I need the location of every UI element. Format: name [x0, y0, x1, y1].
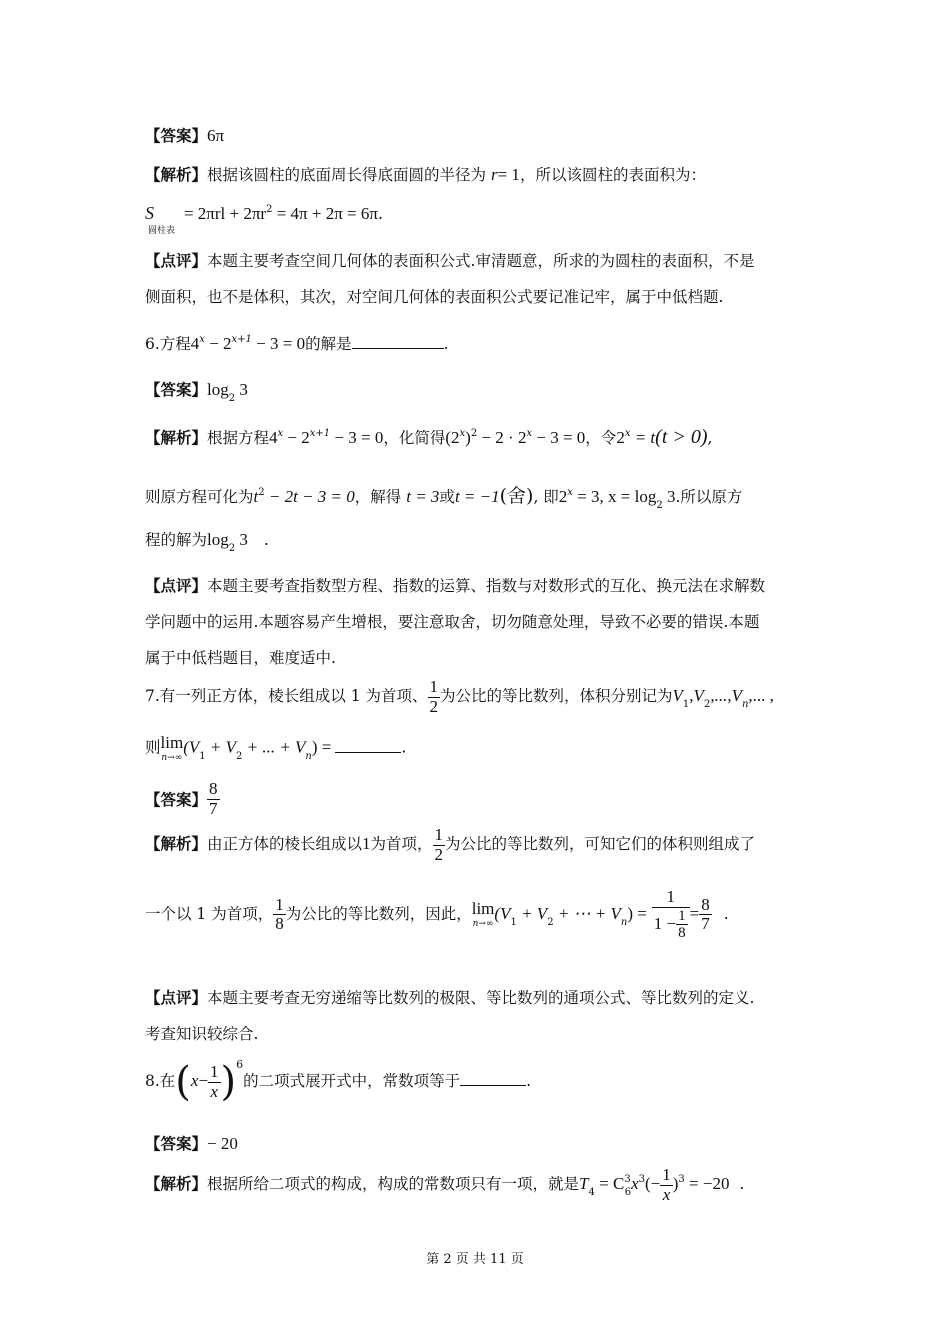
comment-text: 本题主要考查无穷递缩等比数列的极限、等比数列的通项公式、等比数列的定义.	[207, 989, 755, 1007]
math: = −20	[684, 1174, 730, 1194]
q6-comment-1	[145, 574, 810, 596]
frac-den: x	[210, 1081, 219, 1101]
math-sup: x	[526, 428, 533, 439]
math: 1	[362, 834, 371, 854]
math-sub: n	[741, 699, 749, 711]
formula-period: .	[377, 205, 383, 223]
math: = t	[630, 428, 656, 447]
comment-text: 侧面积，也不是体积，其次，对空间几何体的表面积公式要记准记牢，属于中低档题.	[145, 288, 724, 306]
math-sub: 2	[235, 750, 243, 762]
frac-den: 8	[275, 914, 284, 934]
analysis-text-2: ，所以该圆柱的表面积为：	[519, 166, 706, 184]
math-sub: 2	[547, 916, 554, 928]
frac-num: 1	[210, 1061, 219, 1081]
question-suffix: 的解是	[305, 335, 352, 353]
math: ,... ,	[748, 686, 774, 706]
paren-open: (	[175, 1059, 191, 1105]
text: 或	[439, 488, 455, 506]
period: .	[526, 1072, 532, 1090]
period: .	[739, 1175, 745, 1194]
math-sub: 2	[656, 500, 663, 511]
math-S-sub: 圆柱表	[148, 226, 176, 236]
text: 程的解为	[145, 531, 208, 549]
math: V	[672, 686, 683, 706]
math: + V	[516, 903, 548, 923]
math-sup: x	[277, 428, 284, 439]
math: = 3, x = log	[572, 487, 657, 506]
math-sup: x	[567, 487, 573, 498]
math-log: log	[207, 380, 229, 399]
frac-den: 7	[209, 798, 218, 818]
q6-analysis-3	[145, 528, 810, 554]
text: 的二项式展开式中，常数项等于	[243, 1072, 461, 1090]
text: (舍)	[499, 485, 534, 507]
analysis-label: 【解析】	[145, 428, 208, 447]
period: .	[401, 738, 407, 757]
math: t = 3	[406, 487, 440, 506]
math-sub: 1	[199, 750, 206, 762]
text: ，化简得	[383, 429, 446, 447]
paren-close: )	[220, 1059, 237, 1105]
frac-den	[652, 908, 690, 942]
q7-analysis-2	[145, 888, 810, 942]
text: 为首项，	[370, 835, 433, 854]
limit	[161, 734, 184, 763]
q6-analysis-2	[145, 481, 810, 511]
frac-den: x	[662, 1184, 671, 1204]
frac-num: 1	[429, 677, 439, 696]
math: (V	[494, 903, 511, 923]
text: .所以原方	[675, 488, 743, 506]
period: .	[443, 335, 449, 353]
comment-text: 本题主要考查空间几何体的表面积公式.审清题意，所求的为圆柱的表面积，不是	[207, 252, 755, 270]
page-footer: 第 2 页 共 11 页	[426, 1252, 524, 1267]
comment-text: 本题主要考查指数型方程、指数的运算、指数与对数形式的互化、换元法在求解数	[207, 577, 766, 595]
math: (−	[644, 1174, 661, 1194]
math-sub: 4	[588, 1187, 595, 1199]
math: + ⋯ + V	[553, 903, 621, 923]
math-sub: 1	[510, 916, 517, 928]
math: )	[672, 1174, 679, 1194]
text: 为公比的等比数列，可知它们的体积则组成了	[445, 835, 756, 854]
math: 3	[235, 530, 248, 549]
frac-num: 8	[209, 779, 218, 798]
math: t = −1	[454, 487, 500, 506]
q7-analysis-1	[145, 826, 810, 864]
math: (V	[183, 737, 200, 757]
text: 根据方程	[207, 429, 270, 447]
math: 1 −	[653, 913, 677, 933]
math-end: = 4π + 2π = 6π	[272, 204, 378, 223]
math: (2	[445, 428, 460, 447]
answer-value: − 20	[207, 1134, 238, 1153]
frac-den: 8	[678, 925, 686, 942]
text: 为公比的等比数列，体积分别记为	[440, 687, 673, 706]
frac-den: 2	[434, 844, 444, 864]
math-sup: 2	[266, 204, 273, 215]
math: −	[198, 1071, 209, 1090]
math-sup: 2	[470, 428, 478, 439]
frac-num: 1	[662, 1165, 671, 1184]
math: 3	[235, 380, 248, 399]
q8-question	[145, 1058, 810, 1105]
q7-question-2	[145, 734, 810, 763]
answer-label: 【答案】	[145, 790, 208, 810]
math-sup: 3	[678, 1174, 685, 1186]
q6-comment-3	[145, 646, 810, 668]
q5-comment-1	[145, 249, 810, 271]
frac-num: 1	[275, 894, 284, 914]
math: − 2 · 2	[477, 428, 527, 447]
lim-top: lim	[471, 899, 495, 919]
text: ，解得	[354, 488, 402, 506]
comment-label: 【点评】	[145, 576, 208, 595]
fraction	[273, 896, 286, 934]
math: − 3 = 0	[532, 428, 586, 447]
math-sup: 6	[236, 1058, 244, 1071]
question-prefix: 6.方程	[145, 335, 191, 353]
math: x	[631, 1174, 639, 1194]
math: − 2	[204, 334, 232, 353]
math: + V	[205, 737, 236, 757]
math: (t > 0)	[655, 426, 708, 448]
math: − 3 = 0	[330, 428, 384, 447]
analysis-label: 【解析】	[145, 834, 208, 854]
math: =	[689, 903, 700, 923]
math-r: r	[490, 165, 498, 184]
text: ,	[707, 429, 713, 447]
q5-comment-2	[145, 285, 810, 307]
math-sub: 6	[624, 1187, 632, 1199]
math: 3	[662, 487, 676, 506]
math-sup: x	[624, 428, 631, 439]
text: 为公比的等比数列，因此，	[285, 904, 472, 923]
q7-question-1	[145, 678, 810, 716]
q8-answer	[145, 1132, 810, 1154]
analysis-text: 根据该圆柱的底面周长得底面圆的半径为	[207, 166, 487, 184]
text: 一个以 1 为首项，	[145, 904, 274, 923]
q6-comment-2	[145, 610, 810, 632]
compound-fraction	[652, 888, 690, 942]
math: = C	[594, 1174, 625, 1194]
math: T	[579, 1174, 589, 1194]
limit	[472, 900, 495, 929]
math-sub: 2	[228, 393, 236, 404]
math: 2	[558, 487, 568, 506]
answer-label: 【答案】	[145, 126, 208, 145]
result-fraction	[699, 896, 712, 934]
inner-fraction	[676, 908, 688, 942]
fraction	[428, 678, 441, 716]
math-sup: 3	[638, 1174, 645, 1186]
q6-answer	[145, 378, 810, 404]
math-S: S	[145, 203, 154, 223]
math-sub: 2	[228, 543, 236, 554]
math-sub: 1	[682, 699, 690, 711]
math: 2	[616, 428, 625, 447]
math-sup: x	[459, 428, 466, 439]
math-sup: 3	[624, 1174, 631, 1186]
math-sup: x+1	[309, 428, 331, 439]
comment-label: 【点评】	[145, 988, 208, 1007]
frac-den: 7	[701, 914, 710, 934]
math-rhs: = 2πrl + 2πr	[183, 204, 267, 223]
math: ,...,V	[710, 686, 742, 706]
fraction	[208, 1063, 221, 1101]
math: 4	[269, 428, 278, 447]
text: 则原方程可化为	[145, 488, 254, 506]
answer-value: 6π	[207, 126, 225, 145]
text: 由正方体的棱长组成以	[207, 835, 363, 854]
math-log: log	[207, 530, 229, 549]
frac-num: 1	[652, 888, 690, 908]
q7-answer	[145, 780, 810, 818]
math: − 3 = 0	[251, 334, 306, 353]
q6-question	[145, 332, 810, 354]
lim-top: lim	[160, 733, 184, 752]
math: + ... + V	[242, 737, 306, 757]
math: − 2t − 3 = 0	[264, 487, 355, 506]
comment-text: 考查知识较综合.	[145, 1025, 259, 1043]
q5-answer	[145, 124, 810, 146]
text: 根据所给二项式的构成，构成的常数项只有一项，就是	[207, 1175, 580, 1194]
period: .	[263, 531, 269, 549]
lim-bot: n→∞	[161, 753, 183, 763]
math-sub: n	[305, 750, 312, 762]
math: 4	[190, 334, 200, 353]
q6-analysis-1	[145, 426, 810, 449]
answer-label: 【答案】	[145, 1134, 208, 1153]
q5-formula	[145, 203, 810, 236]
text: 8.在	[145, 1072, 176, 1090]
math-sup: x+1	[231, 334, 252, 345]
answer-blank[interactable]	[335, 738, 401, 753]
math-sub: 2	[703, 699, 711, 711]
q7-comment-2	[145, 1022, 810, 1044]
math-eq: = 1	[497, 165, 520, 184]
analysis-label: 【解析】	[145, 165, 208, 184]
fraction	[433, 826, 446, 864]
text: , 即	[533, 488, 559, 506]
math-sub: n	[620, 916, 628, 928]
math: ,V	[689, 686, 704, 706]
text: 7.有一列正方体，棱长组成以 1 为首项、	[145, 687, 428, 706]
answer-fraction	[207, 780, 220, 818]
comment-label: 【点评】	[145, 251, 208, 270]
lim-bot: n→∞	[472, 919, 494, 930]
q8-analysis	[145, 1166, 810, 1204]
text: ，令	[585, 429, 617, 447]
answer-blank[interactable]	[460, 1071, 526, 1086]
math-sup: x	[199, 334, 205, 345]
q5-analysis	[145, 163, 810, 185]
frac-num: 8	[701, 894, 710, 914]
frac-den: 2	[429, 696, 439, 716]
analysis-label: 【解析】	[145, 1174, 208, 1194]
fraction	[660, 1166, 673, 1204]
comment-text: 学问题中的运用.本题容易产生增根，要注意取舍，切勿随意处理，导致不必要的错误.本题	[145, 613, 760, 631]
math: ) =	[627, 903, 647, 923]
text: 则	[145, 738, 161, 757]
math: ) =	[311, 737, 332, 757]
math: − 2	[283, 428, 310, 447]
math: )	[465, 428, 471, 447]
period: .	[723, 904, 729, 923]
frac-num: 1	[434, 825, 444, 844]
math-sup: 2	[258, 487, 265, 498]
comment-text: 属于中低档题目，难度适中.	[145, 649, 336, 667]
math: x	[190, 1071, 199, 1090]
q7-comment-1	[145, 986, 810, 1008]
frac-num: 1	[678, 907, 686, 924]
answer-label: 【答案】	[145, 380, 208, 399]
answer-blank[interactable]	[352, 334, 444, 349]
math: t	[253, 487, 259, 506]
